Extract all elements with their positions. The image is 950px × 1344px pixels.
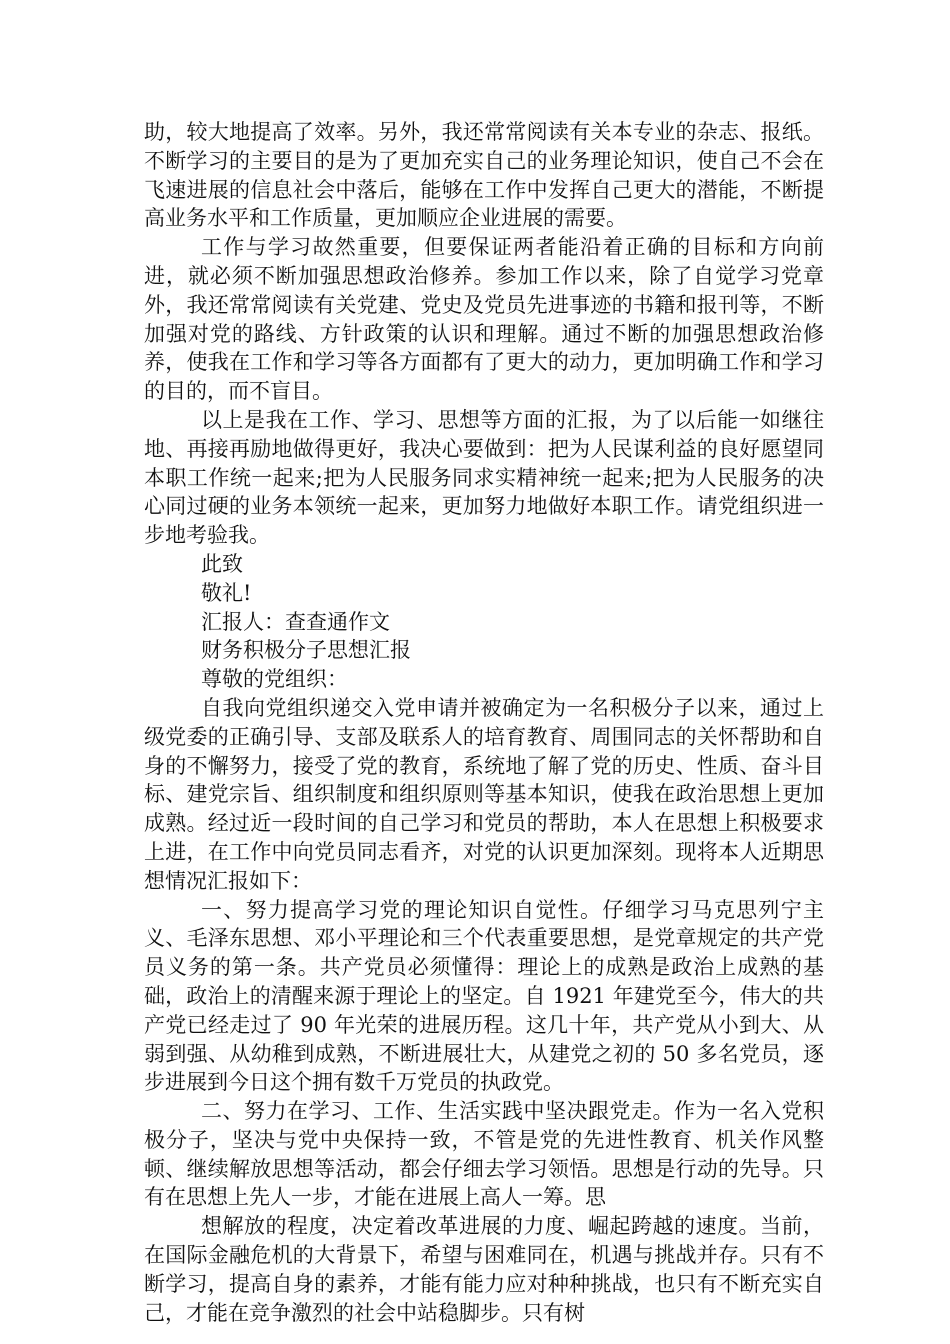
document-title: 财务积极分子思想汇报 xyxy=(201,638,411,663)
paragraph-study-cultivation: 工作与学习故然重要，但要保证两者能沿着正确的目标和方向前进，就必须不断加强思想政治修养。参加工作以来，除了自觉学习党章外，我还常常阅读有关党建、党史及党员先进事迹的书籍和报刊等，不断加强对党的路线、方针政策的认识和理解。通过不断的加强思想政治修养，使我在工作和学习等各方面都有了更大的动力，更加明确工作和学习的目的，而不盲目。 xyxy=(144,235,824,404)
closing-salutation: 此致 xyxy=(201,551,243,576)
paragraph-intro: 自我向党组织递交入党申请并被确定为一名积极分子以来，通过上级党委的正确引导、支部及联系人的培育教育、周围同志的关怀帮助和自身的不懈努力，接受了党的教育，系统地了解了党的历史、性质、奋斗目标、建党宗旨、组织制度和组织原则等基本知识，使我在政治思想上更加成熟。经过近一段时间的自己学习和党员的帮助，本人在思想上积极要求上进，在工作中向党员同志看齐，对党的认识更加深刻。现将本人近期思想情况汇报如下： xyxy=(144,695,824,893)
reporter-line: 汇报人：查查通作文 xyxy=(201,609,390,634)
paragraph-resolution: 以上是我在工作、学习、思想等方面的汇报，为了以后能一如继往地、再接再励地做得更好，我决心要做到：把为人民谋利益的良好愿望同本职工作统一起来;把为人民服务同求实精神统一起来;把为人民服务的决心同过硬的业务本领统一起来，更加努力地做好本职工作。请党组织进一步地考验我。 xyxy=(144,407,824,548)
closing-respect: 敬礼! xyxy=(201,580,252,605)
paragraph-point-one: 一、努力提高学习党的理论知识自觉性。仔细学习马克思列宁主义、毛泽东思想、邓小平理论和三个代表重要思想，是党章规定的共产党员义务的第一条。共产党员必须懂得：理论上的成熟是政治上成熟的基础，政治上的清醒来源于理论上的坚定。自 1921 年建党至今，伟大的共产党已经走过了 90 年光荣的进展历程。这几十年，共产党从小到大、从弱到强、从幼稚到成熟，不断进展壮大，从建党之初的 50 多名党员，逐步进展到今日这个拥有数千万党员的执政党。 xyxy=(144,897,824,1095)
document-page xyxy=(144,118,824,1327)
paragraph-continuation: 助，较大地提高了效率。另外，我还常常阅读有关本专业的杂志、报纸。不断学习的主要目的是为了更加充实自己的业务理论知识，使自己不会在飞速进展的信息社会中落后，能够在工作中发挥自己更大的潜能，不断提高业务水平和工作质量，更加顺应企业进展的需要。 xyxy=(144,120,824,231)
greeting-line: 尊敬的党组织： xyxy=(201,667,348,692)
paragraph-continued: 想解放的程度，决定着改革进展的力度、崛起跨越的速度。当前，在国际金融危机的大背景下，希望与困难同在，机遇与挑战并存。只有不断学习，提高自身的素养，才能有能力应对种种挑战，也只有不断充实自己，才能在竞争激烈的社会中站稳脚步。只有树 xyxy=(144,1214,824,1325)
paragraph-point-two: 二、努力在学习、工作、生活实践中坚决跟党走。作为一名入党积极分子，坚决与党中央保持一致，不管是党的先进性教育、机关作风整顿、继续解放思想等活动，都会仔细去学习领悟。思想是行动的先导。只有在思想上先人一步，才能在进展上高人一筹。思 xyxy=(144,1099,824,1210)
